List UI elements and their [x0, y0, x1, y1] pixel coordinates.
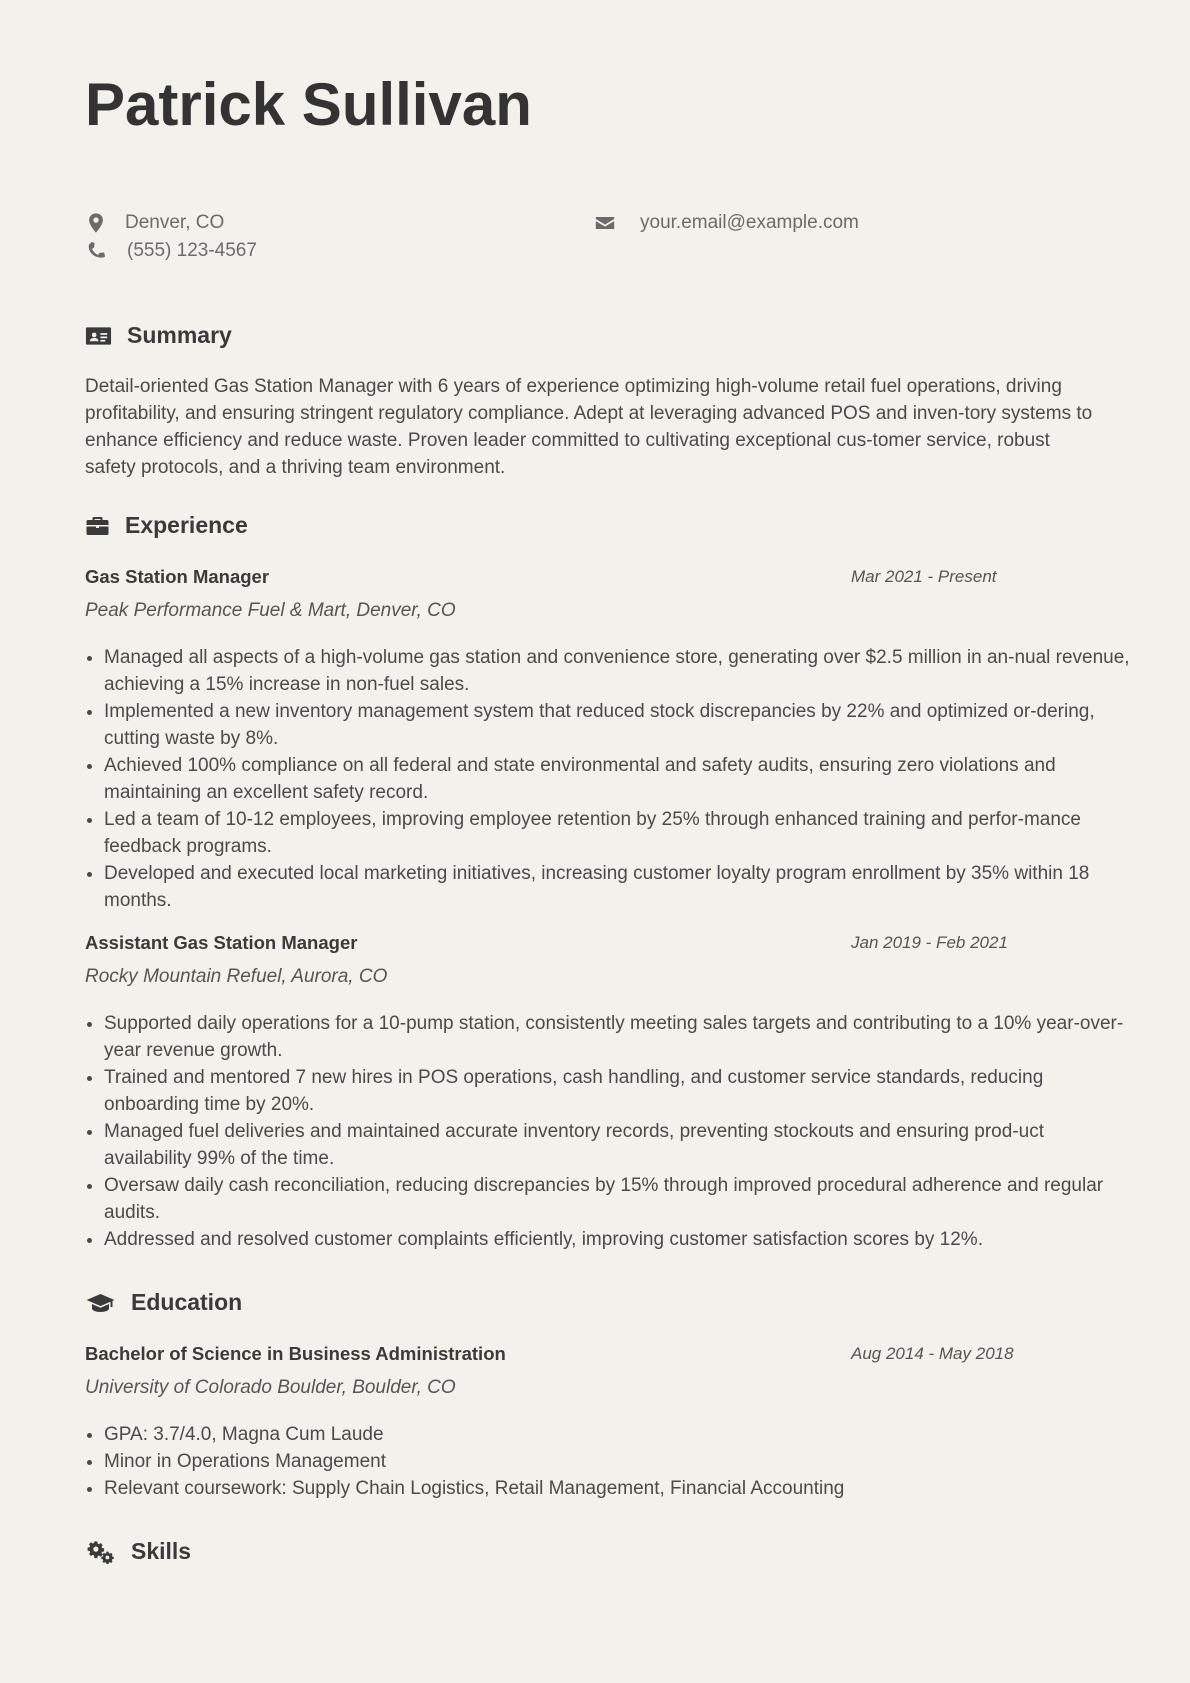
gears-icon	[85, 1540, 116, 1564]
map-marker-icon	[85, 212, 107, 234]
education-heading	[85, 1289, 242, 1316]
list-item: • Led a team of 10-12 employees, improving employee retention by 25% through enhanced training and perfor-mance feedback programs.	[104, 806, 1134, 860]
school-name: University of Colorado Boulder, Boulder, CO	[85, 1377, 456, 1398]
job-bullets	[85, 1010, 1134, 1253]
id-card-icon	[85, 324, 112, 348]
education-bullets	[85, 1421, 1134, 1502]
contact-email	[594, 212, 859, 234]
job-bullets	[85, 644, 1134, 914]
list-item: • Managed all aspects of a high-volume gas station and convenience store, generating over $2.5 million in an-nual revenue, achieving a 15% increase in non-fuel sales.	[104, 644, 1134, 698]
list-item: • Oversaw daily cash reconciliation, reducing discrepancies by 15% through improved procedural adherence and regular audits.	[104, 1172, 1134, 1226]
job-title: Assistant Gas Station Manager	[85, 932, 358, 953]
list-item: • Achieved 100% compliance on all federal and state environmental and safety audits, ensuring zero violations and maintaining an excellent safety record.	[104, 752, 1134, 806]
job-organization: Peak Performance Fuel & Mart, Denver, CO	[85, 600, 456, 621]
job-dates: Jan 2019 - Feb 2021	[851, 933, 1008, 952]
list-item: • Addressed and resolved customer complaints efficiently, improving customer satisfaction scores by 12%.	[104, 1226, 1134, 1253]
contact-phone	[85, 240, 257, 262]
phone-text: (555) 123-4567	[127, 240, 257, 261]
list-item: • GPA: 3.7/4.0, Magna Cum Laude	[104, 1421, 1134, 1448]
summary-title: Summary	[127, 322, 232, 348]
skills-heading	[85, 1538, 191, 1565]
education-title: Education	[131, 1289, 243, 1315]
list-item: • Minor in Operations Management	[104, 1448, 1134, 1475]
briefcase-icon	[85, 514, 110, 538]
summary-text: Detail-oriented Gas Station Manager with 6 years of experience optimizing high-volume retail fuel operations, driving profitability, and ensuring stringent regulatory compliance. Adept at leveraging advanced POS and inven-tory systems to enhance efficiency and reduce waste. Proven leader committed to cultivating exceptional cus-tomer service, robust safety protocols, and a thriving team environment.	[85, 376, 1093, 478]
job-dates: Mar 2021 - Present	[851, 567, 997, 586]
list-item: • Managed fuel deliveries and maintained accurate inventory records, preventing stockouts and ensuring prod-uct availability 99% of the time.	[104, 1118, 1134, 1172]
summary-heading	[85, 322, 232, 349]
list-item: • Developed and executed local marketing initiatives, increasing customer loyalty program enrollment by 35% within 18 months.	[104, 860, 1134, 914]
location-text: Denver, CO	[125, 212, 225, 233]
degree-title: Bachelor of Science in Business Administration	[85, 1343, 506, 1364]
list-item: • Supported daily operations for a 10-pump station, consistently meeting sales targets and contributing to a 10% year-over-year revenue growth.	[104, 1010, 1134, 1064]
list-item: • Implemented a new inventory management system that reduced stock discrepancies by 22% and optimized or-dering, cutting waste by 8%.	[104, 698, 1134, 752]
experience-title: Experience	[125, 512, 248, 538]
candidate-name: Patrick Sullivan	[85, 71, 532, 138]
experience-heading	[85, 512, 248, 539]
list-item: • Relevant coursework: Supply Chain Logistics, Retail Management, Financial Accounting	[104, 1475, 1134, 1502]
list-item: • Trained and mentored 7 new hires in POS operations, cash handling, and customer service standards, reducing onboarding time by 20%.	[104, 1064, 1134, 1118]
graduation-cap-icon	[85, 1291, 116, 1315]
contact-location	[85, 212, 224, 234]
job-title: Gas Station Manager	[85, 566, 270, 587]
skills-title: Skills	[131, 1538, 192, 1564]
education-dates: Aug 2014 - May 2018	[851, 1344, 1014, 1363]
envelope-icon	[594, 212, 616, 234]
job-organization: Rocky Mountain Refuel, Aurora, CO	[85, 966, 388, 987]
phone-icon	[85, 240, 107, 262]
email-text[interactable]: your.email@example.com	[640, 212, 859, 233]
